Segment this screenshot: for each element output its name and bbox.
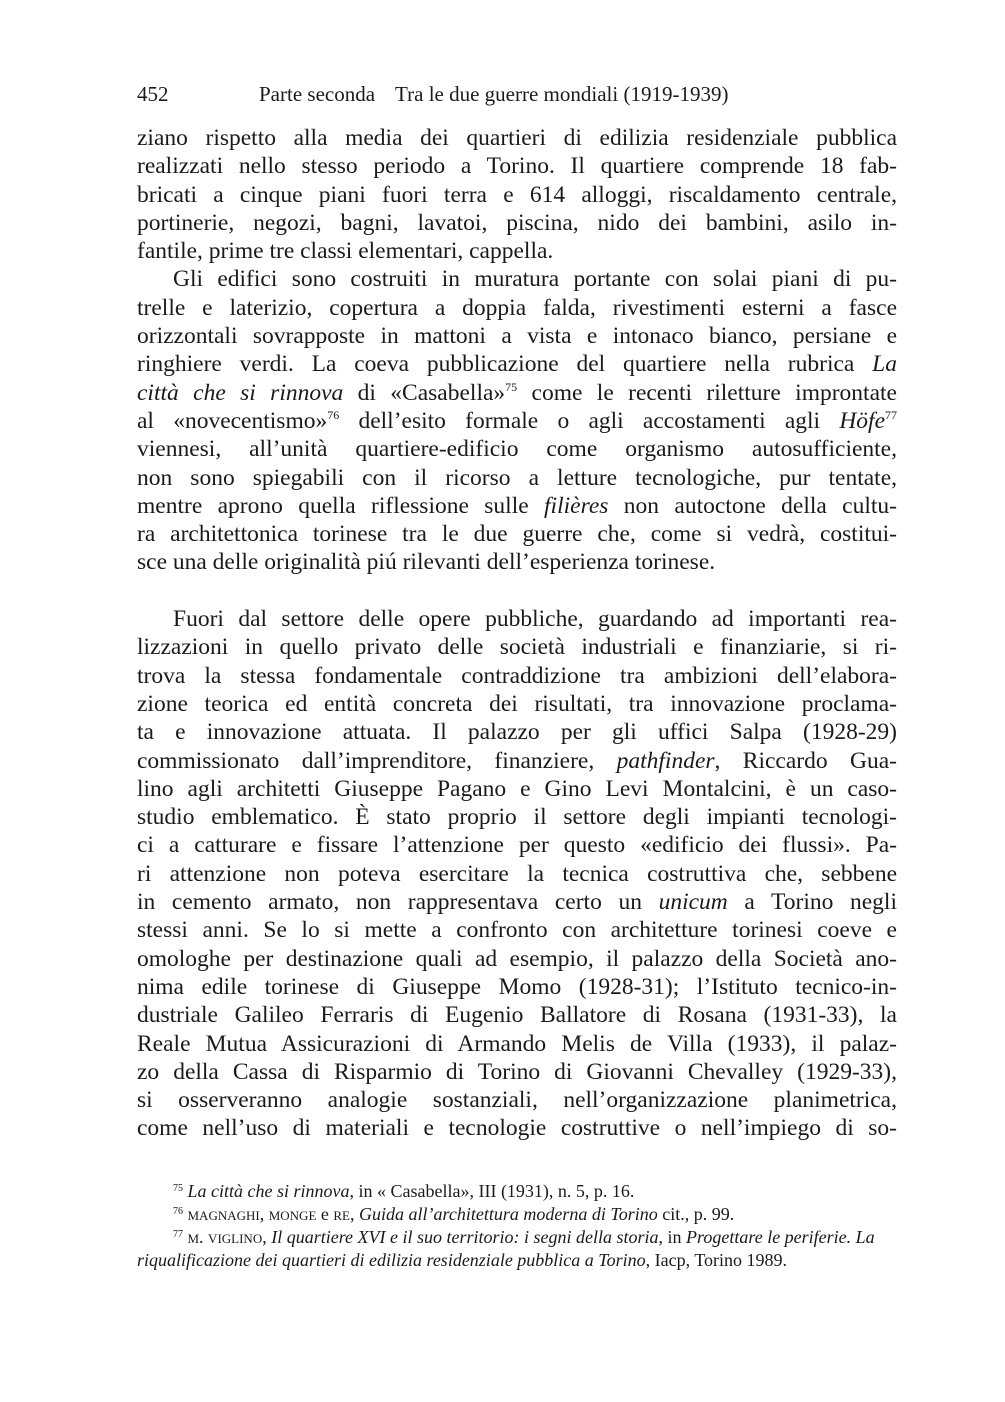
footnote-number: 77 [173,1229,183,1240]
italic-run: filières [544,492,609,519]
text-line: Reale Mutua Assicurazioni di Armando Melis de Villa (1933), il palaz- [137,1030,897,1057]
text-run: e [316,1204,334,1224]
text-line: bricati a cinque piani fuori terra e 614 alloggi, riscaldamento centrale, [137,181,897,208]
text-run: , Iacp, Torino 1989. [645,1250,788,1270]
text-line [137,350,897,378]
italic-run: città che si rinnova [137,379,344,406]
text-run: come le recenti riletture improntate [517,379,897,406]
text-line: ci a catturare e fissare l’attenzione per questo «edificio dei flussi». Pa- [137,832,897,859]
text-line: lino agli architetti Giuseppe Pagano e Gino Levi Montalcini, è un caso- [137,775,897,802]
text-line [137,379,897,407]
footnote-number: 75 [173,1183,183,1194]
author-names: magnaghi, monge [187,1204,317,1224]
footnote-77-cont [137,1249,897,1272]
text-line: lizzazioni in quello privato delle società industriali e finanziarie, si ri- [137,634,897,661]
author-name: re [333,1204,351,1224]
italic-run: Progettare le periferie. La [686,1227,875,1247]
text-line: sce una delle originalità piú rilevanti dell’esperienza torinese. [137,549,716,576]
paragraph-3 [137,605,897,1143]
text-line: ta e innovazione attuata. Il palazzo per gli uffici Salpa (1928-29) [137,719,897,746]
text-line: trelle e laterizio, copertura a doppia falda, rivestimenti esterni a fasce [137,294,897,321]
text-run: mentre aprono quella riflessione sulle [137,492,545,519]
text-line: Gli edifici sono costruiti in muratura portante con solai piani di pu- [173,266,897,293]
text-run: commissionato dall’imprenditore, finanziere, [137,747,617,774]
italic-run: La [872,351,897,378]
text-line: ra architettonica torinese tra le due guerre che, come si vedrà, costitui- [137,521,897,548]
text-line: orizzontali sovrapposte in mattoni a vista e intonaco bianco, persiane e [137,323,897,350]
text-line: non sono spiegabili con il ricorso a letture tecnologiche, pur tentate, [137,464,897,491]
text-run: cit., p. 99. [657,1204,735,1224]
footnote-number: 76 [173,1206,183,1217]
text-line: si osserveranno analogie sostanziali, nell’organizzazione planimetrica, [137,1087,897,1114]
italic-run: La città che si rinnova [187,1181,350,1201]
text-line: trova la stessa fondamentale contraddizione tra ambizioni dell’elabora- [137,662,897,689]
text-run: non autoctone della cultu- [608,492,897,519]
text-line: nima edile torinese di Giuseppe Momo (1928-31); l’Istituto tecnico-in- [137,973,897,1000]
text-line [137,492,897,520]
text-run: in cemento armato, non rappresentava certo un [137,889,659,916]
running-head [137,80,897,108]
text-run: ringhiere verdi. La coeva pubblicazione del quartiere nella rubrica [137,351,873,378]
text-line: come nell’uso di materiali e tecnologie costruttive o nell’impiego di so- [137,1115,897,1142]
footnote-76 [137,1203,897,1226]
text-line: viennesi, all’unità quartiere-edificio come organismo autosufficiente, [137,436,897,463]
text-line: realizzati nello stesso periodo a Torino. Il quartiere comprende 18 fab- [137,153,897,180]
italic-run: Höfe [839,407,885,434]
text-run: a Torino negli [727,889,897,916]
text-run: , in « Casabella», III (1931), n. 5, p. 16. [349,1181,635,1201]
italic-run: unicum [658,889,728,916]
italic-run: Il quartiere XVI e il suo territorio: i segni della storia [271,1227,659,1247]
text-line [137,747,897,775]
text-run: , [262,1227,272,1247]
footnote-77 [137,1226,897,1249]
text-run: , [350,1204,360,1224]
italic-run: Guida all’architettura moderna di Torino [359,1204,658,1224]
text-line: omologhe per destinazione quali ad esempio, il palazzo della Società ano- [137,945,897,972]
footnote-ref-75[interactable]: 75 [505,379,518,394]
text-run: , in [658,1227,687,1247]
text-line: Fuori dal settore delle opere pubbliche, guardando ad importanti rea- [173,606,897,633]
part-title: Parte seconda [259,82,376,106]
paragraph-1 [137,124,897,265]
text-run: , Riccardo Gua- [714,747,897,774]
body-text [137,124,897,1143]
section-break [137,577,897,605]
text-line: stessi anni. Se lo si mette a confronto con architetture torinesi coeve e [137,917,897,944]
footnote-ref-76[interactable]: 76 [327,407,340,422]
text-line: studio emblematico. È stato proprio il settore degli impianti tecnologi- [137,804,897,831]
italic-run: riqualificazione dei quartieri di edilizia residenziale pubblica a Torino [137,1250,646,1270]
paragraph-2 [137,265,897,576]
text-run: dell’esito formale o agli accostamenti agli [339,407,840,434]
text-line: ziano rispetto alla media dei quartieri di edilizia residenziale pubblica [137,125,897,151]
page-number: 452 [137,82,169,106]
text-run: al «novecentismo» [137,407,328,434]
text-run: di «Casabella» [343,379,506,406]
footnote-75 [137,1180,897,1203]
author-name: m. viglino [187,1227,263,1247]
chapter-title: Tra le due guerre mondiali (1919-1939) [395,82,729,106]
italic-run: pathfinder [616,747,715,774]
text-line [137,407,897,435]
footnotes [137,1180,897,1272]
text-line: zo della Cassa di Risparmio di Torino di Giovanni Chevalley (1929-33), [137,1058,897,1085]
footnote-ref-77[interactable]: 77 [885,407,897,422]
text-line: zione teorica ed entità concreta dei risultati, tra innovazione proclama- [137,690,897,717]
text-line: dustriale Galileo Ferraris di Eugenio Ballatore di Rosana (1931-33), la [137,1002,897,1029]
text-line: fantile, prime tre classi elementari, cappella. [137,238,554,265]
text-line: ri attenzione non poteva esercitare la tecnica costruttiva che, sebbene [137,860,897,887]
text-line [137,888,897,916]
text-line: portinerie, negozi, bagni, lavatoi, piscina, nido dei bambini, asilo in- [137,209,897,236]
